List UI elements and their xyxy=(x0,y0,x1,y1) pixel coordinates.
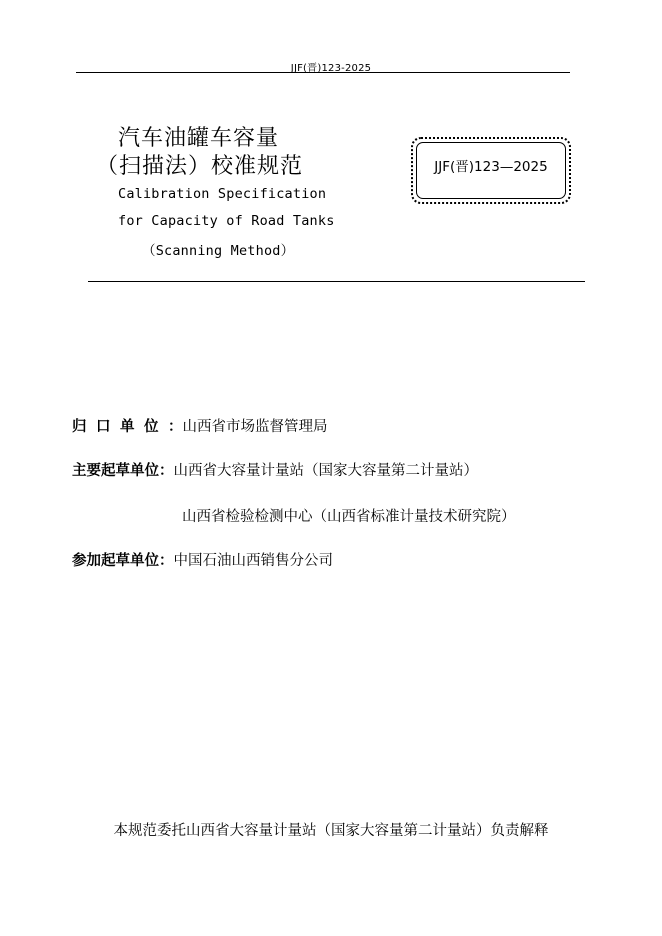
main-drafting-unit-value-1: 山西省大容量计量站（国家大容量第二计量站） xyxy=(173,463,478,479)
interpretation-note: 本规范委托山西省大容量计量站（国家大容量第二计量站）负责解释 xyxy=(113,823,549,839)
header-divider xyxy=(76,72,570,73)
participating-drafting-unit-label: 参加起草单位： xyxy=(72,553,174,569)
responsible-unit-label: 归口单位： xyxy=(72,419,183,435)
title-chinese-line-1: 汽车油罐车容量 xyxy=(118,126,280,151)
participating-drafting-unit-value: 中国石油山西销售分公司 xyxy=(173,553,333,569)
specification-code: JJF(晋)123—2025 xyxy=(434,159,548,175)
title-chinese-line-2: （扫描法）校准规范 xyxy=(96,154,304,179)
page-header-code: JJF(晋)123-2025 xyxy=(290,63,372,74)
specification-code-box xyxy=(411,137,571,204)
responsible-unit-value: 山西省市场监督管理局 xyxy=(182,419,328,435)
participating-drafting-unit-row xyxy=(72,549,333,570)
responsible-unit-row xyxy=(72,415,328,436)
main-drafting-unit-label: 主要起草单位： xyxy=(72,463,174,479)
title-english-line-3: （Scanning Method） xyxy=(142,243,295,259)
title-english-line-2: for Capacity of Road Tanks xyxy=(118,213,335,229)
title-english-line-1: Calibration Specification xyxy=(118,186,327,202)
main-drafting-unit-row-2 xyxy=(182,505,516,526)
title-divider xyxy=(88,281,585,282)
main-drafting-unit-value-2: 山西省检验检测中心（山西省标准计量技术研究院） xyxy=(182,509,516,525)
main-drafting-unit-row xyxy=(72,459,478,480)
